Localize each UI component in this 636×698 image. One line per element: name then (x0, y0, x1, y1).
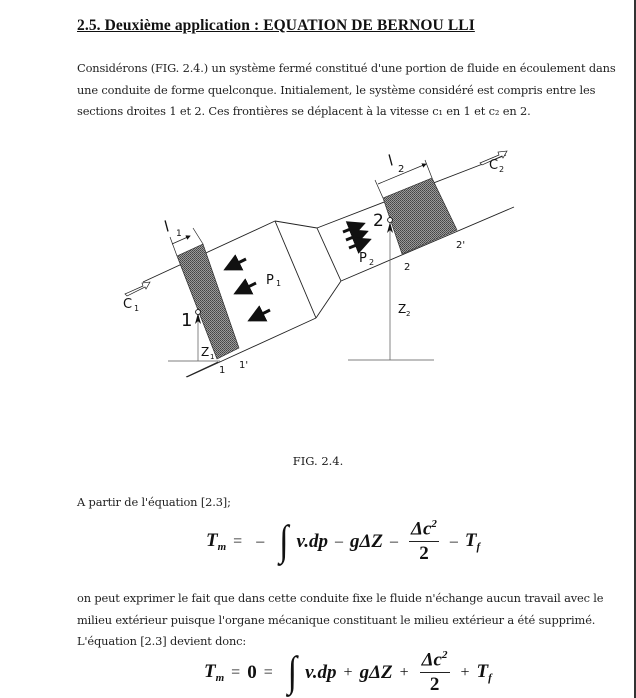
large-pipe-end (275, 221, 316, 318)
fluid-slice-1 (177, 244, 239, 359)
eq2-equals: = (231, 663, 241, 681)
pressure-arrow (236, 283, 256, 293)
eq2-zero: 0 (247, 661, 257, 683)
label-section-2: 2 (404, 262, 411, 273)
label-c1: C (123, 297, 133, 312)
equation-1 (206, 518, 480, 565)
eq2-plus: + (399, 663, 409, 681)
label-p2-sub: 2 (369, 258, 375, 267)
label-z1: Z (201, 345, 210, 359)
label-l1-sub: 1 (176, 229, 182, 239)
paragraph-explanation (77, 588, 604, 653)
integral-sign: ∫ (279, 517, 289, 565)
text-line: sections droites 1 et 2. Ces frontières se déplacent à la vitesse c₁ en 1 et c₂ en 2. (77, 104, 531, 118)
eq1-term-vdp: v.dp (296, 530, 329, 552)
label-l2: l (386, 151, 396, 170)
label-section-2p: 2' (456, 240, 466, 251)
eq1-minus: – (390, 532, 399, 550)
label-l1: l (162, 217, 172, 236)
label-z2: Z (398, 302, 407, 316)
velocity-arrow-c1 (125, 282, 150, 296)
equation-2 (204, 649, 492, 696)
label-c2-sub: 2 (499, 165, 505, 174)
label-section-1: 1 (219, 365, 226, 376)
text-line: on peut exprimer le fait que dans cette conduite fixe le fluide n'échange aucun travail avec le (77, 591, 604, 605)
eq2-lhs: $T_m$ (204, 661, 225, 685)
eq2-plus: + (460, 663, 470, 681)
integral-sign: ∫ (287, 648, 298, 696)
eq1-term-tf: $T_f$ (464, 530, 481, 554)
eq1-fraction: $\frac{\Delta c^2}{2}$ (411, 518, 437, 565)
small-pipe-start (317, 228, 341, 281)
point-1-marker (196, 310, 201, 315)
label-z1-sub: 1 (210, 353, 215, 361)
pressure-arrow (346, 232, 366, 240)
text-line: une conduite de forme quelconque. Initialement, le système considéré est compris entre les (77, 82, 596, 97)
eq1-minus: – (335, 532, 344, 550)
eq2-fraction: $\frac{\Delta c^2}{2}$ (421, 649, 448, 696)
label-p1: P (266, 273, 274, 288)
cone-bottom (316, 281, 341, 318)
label-c1-sub: 1 (134, 304, 140, 313)
section-heading: 2.5. Deuxième application : EQUATION DE BERNOU LLI (77, 17, 475, 34)
pressure-arrow (250, 310, 270, 320)
cone-top (275, 221, 317, 228)
label-p1-sub: 1 (276, 279, 282, 288)
text-line: L'équation [2.3] devient donc: (77, 634, 247, 648)
pressure-arrow (343, 224, 363, 232)
pressure-arrow (226, 259, 246, 269)
point-2-marker (388, 218, 393, 223)
eq1-minus: – (256, 532, 265, 550)
label-l2-sub: 2 (398, 164, 405, 175)
text-line: milieu extérieur puisque l'organe mécanique constituant le milieu extérieur a été supprimé. (77, 612, 596, 627)
eq2-term-vdp: v.dp (305, 661, 337, 683)
eq2-term-gdz: gΔZ (359, 661, 393, 683)
eq2-equals: = (263, 663, 273, 681)
eq1-term-gdz: gΔZ (350, 530, 384, 552)
label-c2: C (489, 158, 499, 173)
label-section-1p: 1' (239, 360, 249, 371)
label-point-2: 2 (373, 211, 384, 231)
label-z2-sub: 2 (406, 310, 411, 318)
pressure-arrow (349, 240, 369, 248)
eq2-term-tf: $T_f$ (476, 661, 492, 685)
figure-caption: FIG. 2.4. (292, 454, 344, 468)
label-point-1: 1 (181, 310, 193, 331)
eq2-plus: + (343, 663, 353, 681)
eq1-equals: = (233, 532, 243, 550)
eq1-minus: – (449, 532, 458, 550)
paragraph-equation-ref: A partir de l'équation [2.3]; (77, 495, 231, 509)
label-p2: P (359, 251, 367, 266)
fluid-slice-2 (383, 178, 457, 254)
text-line: Considérons (FIG. 2.4.) un système fermé constitué d'une portion de fluide en écoulement dans (77, 61, 616, 75)
eq1-lhs: $T_m$ (206, 530, 227, 554)
